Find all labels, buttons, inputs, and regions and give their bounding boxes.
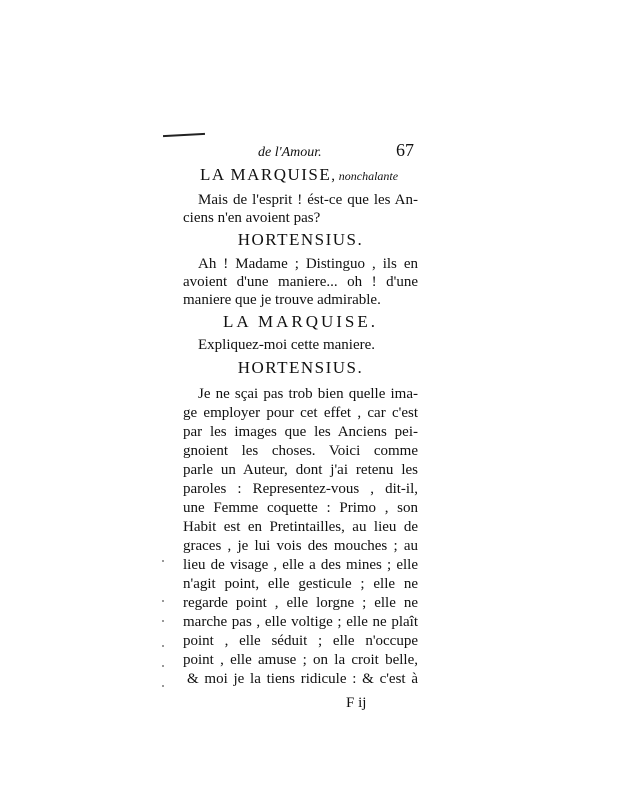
text-line: Ah ! Madame ; Distinguo , ils en	[198, 256, 418, 272]
text-line: ge employer pour cet effet , car c'est	[183, 405, 418, 421]
text-line: parle un Auteur, dont j'ai retenu les	[183, 462, 418, 478]
text-line: une Femme coquette : Primo , son	[183, 500, 418, 516]
text-line: ciens n'en avoient pas?	[183, 210, 321, 226]
text-line: paroles : Representez-vous , dit-il,	[183, 481, 418, 497]
text-line: point , elle amuse ; on la croit belle,	[183, 652, 418, 668]
text-line: graces , je lui vois des mouches ; au	[183, 538, 418, 554]
text-line: & moi je la tiens ridicule : & c'est à	[187, 671, 418, 687]
text-line: maniere que je trouve admirable.	[183, 292, 381, 308]
text-line: Expliquez-moi cette maniere.	[198, 337, 376, 353]
text-line: marche pas , elle voltige ; elle ne plaît	[183, 614, 418, 630]
text-line: par les images que les Anciens pei-	[183, 424, 418, 440]
running-head-title: de l'Amour.	[258, 145, 322, 160]
ornament-rule	[163, 133, 205, 137]
scan-speck	[162, 620, 164, 622]
scan-speck	[162, 600, 164, 602]
speaker-heading: HORTENSIUS.	[237, 230, 364, 249]
speaker-heading: LA MARQUISE.	[222, 312, 378, 331]
text-line: regarde point , elle lorgne ; elle ne	[183, 595, 418, 611]
speaker-heading: LA MARQUISE, nonchalante	[200, 165, 399, 184]
speaker-heading: HORTENSIUS.	[237, 358, 364, 377]
text-line: lieu de visage , elle a des mines ; elle	[183, 557, 418, 573]
text-line: point , elle séduit ; elle n'occupe	[183, 633, 418, 649]
text-line: avoient d'une maniere... oh ! d'une	[183, 274, 418, 290]
scan-speck	[162, 645, 164, 647]
page-number: 67	[396, 140, 414, 160]
text-line: gnoient les choses. Voici comme	[183, 443, 418, 459]
text-line: Habit est en Pretintailles, au lieu de	[183, 519, 418, 535]
scan-speck	[162, 665, 164, 667]
text-line: Je ne sçai pas trob bien quelle ima-	[198, 386, 418, 402]
scan-speck	[162, 560, 164, 562]
speaker-name: LA MARQUISE	[200, 165, 332, 184]
text-line: n'agit point, elle gesticule ; elle ne	[183, 576, 418, 592]
text-line: Mais de l'esprit ! ést-ce que les An-	[198, 192, 418, 208]
stage-direction: nonchalante	[338, 169, 399, 183]
scan-speck	[162, 685, 164, 687]
signature-mark: F ij	[346, 695, 367, 711]
